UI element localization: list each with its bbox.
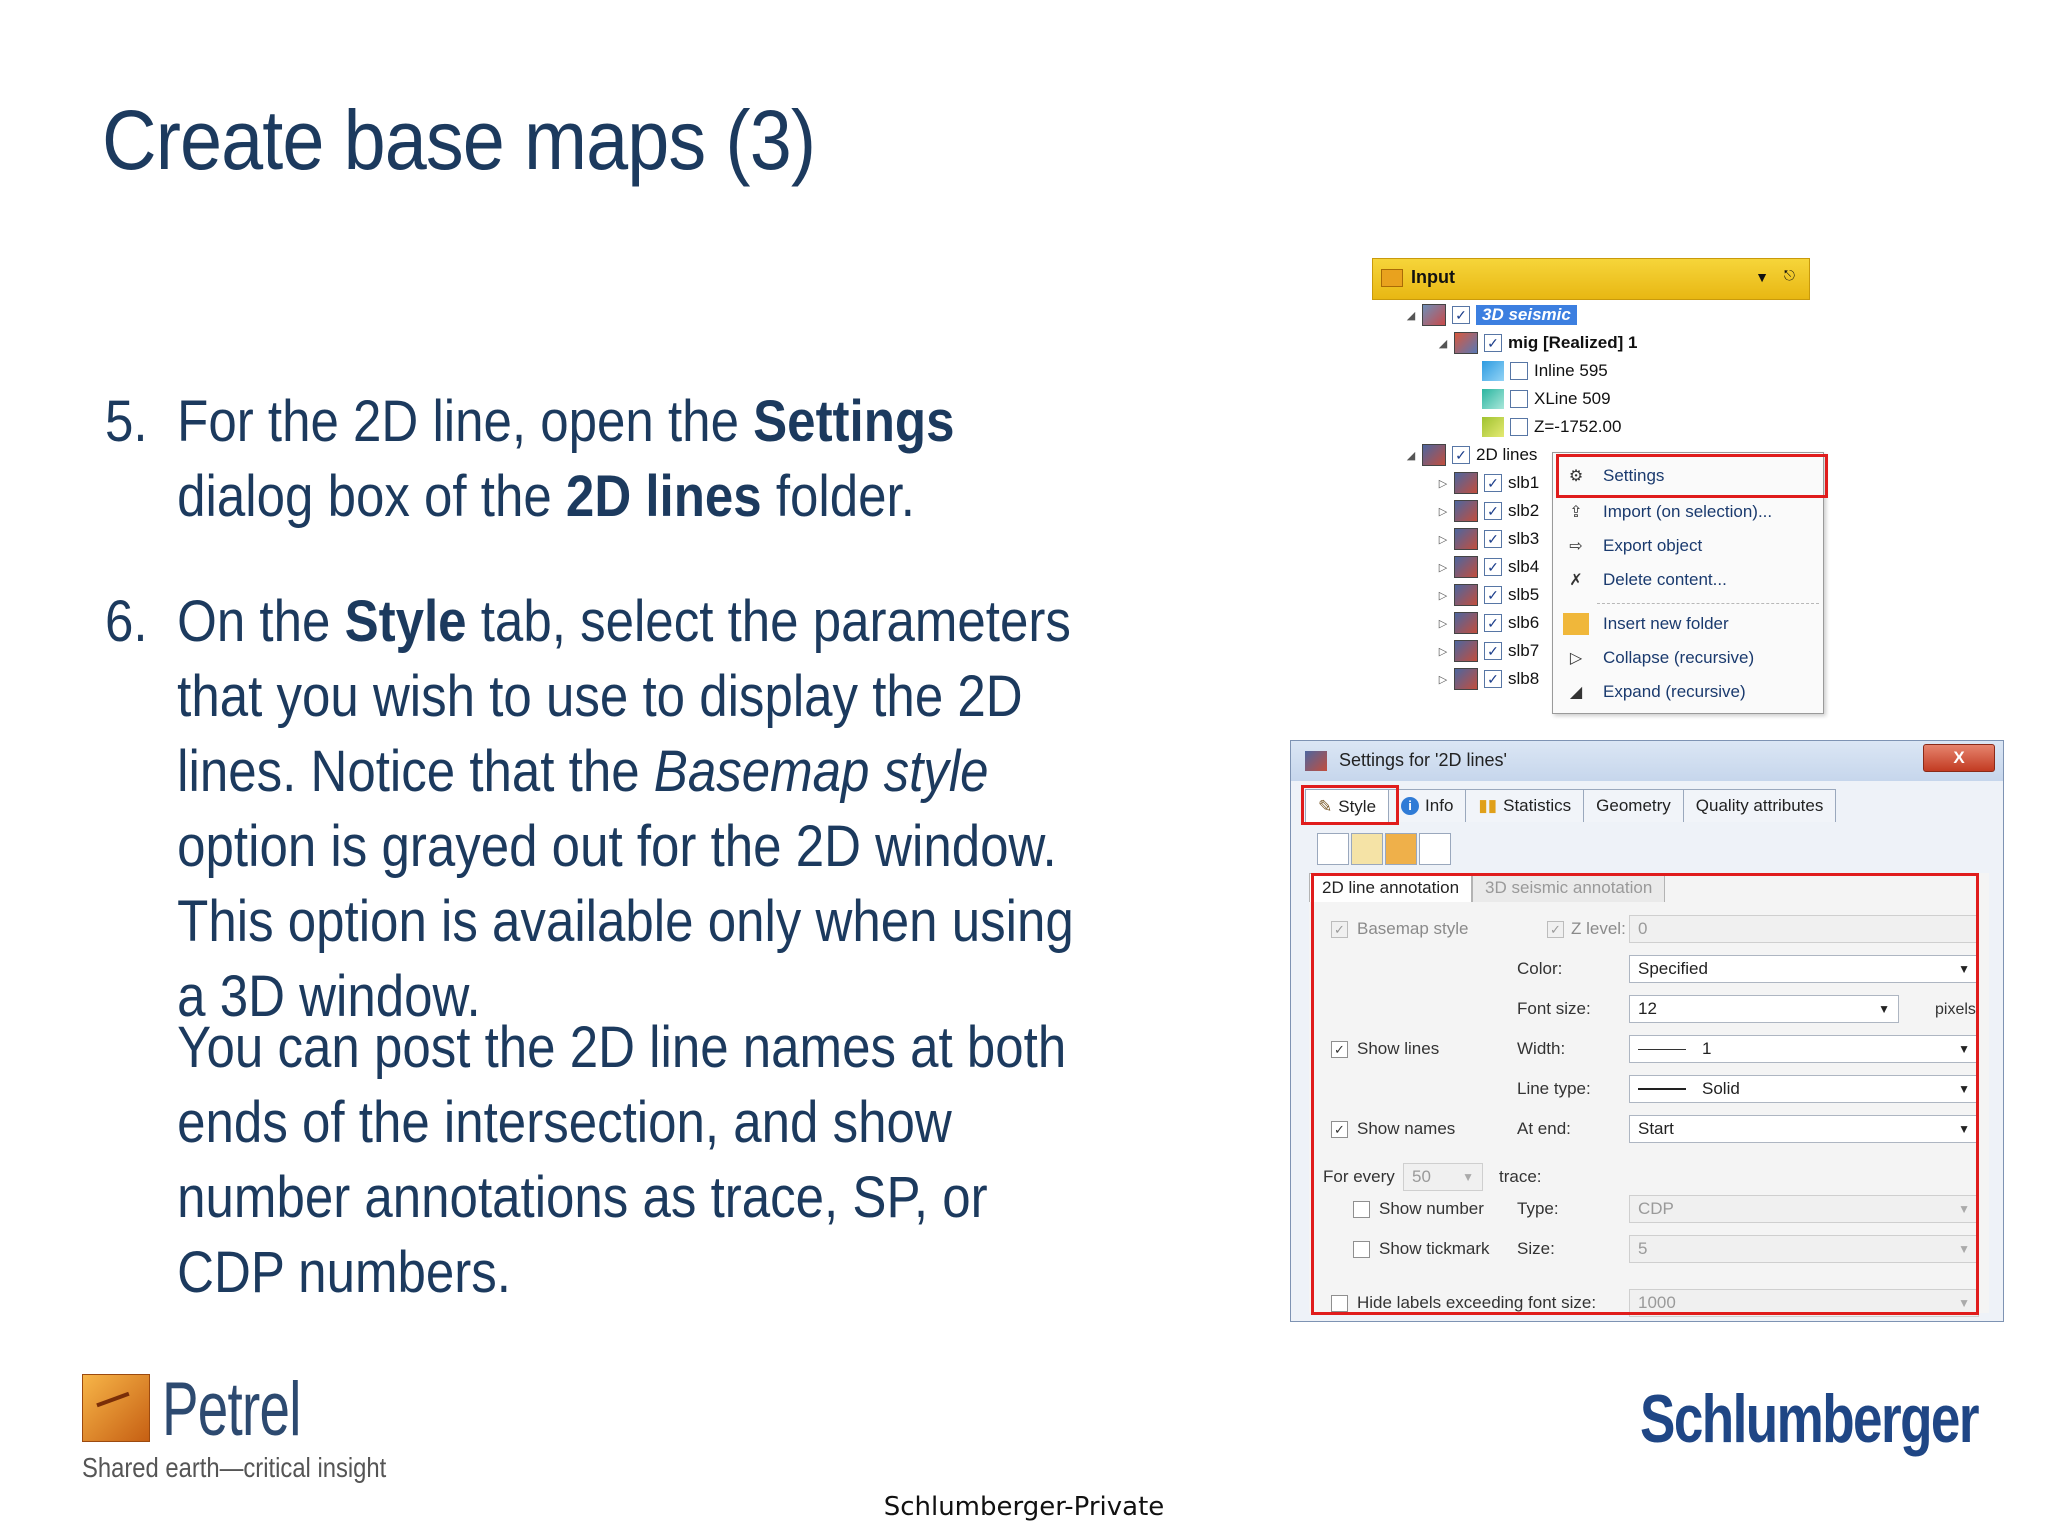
trace-label: trace: (1499, 1167, 1542, 1186)
statistics-icon: ▮▮ (1478, 796, 1498, 815)
menu-item-import[interactable] (1553, 497, 1823, 527)
tree-item-slb7[interactable] (1438, 638, 1539, 664)
menu-item-label: Insert new folder (1603, 614, 1729, 633)
chevron-down-icon: ▼ (1958, 1042, 1970, 1056)
schlumberger-logo: Schlumberger (1640, 1381, 1978, 1457)
step-5-number: 5. (105, 389, 148, 454)
collapsed-triangle-icon[interactable]: ▷ (1438, 561, 1448, 574)
step-6-bold-style: Style (344, 589, 467, 654)
close-button[interactable]: X (1923, 744, 1995, 772)
tree-label: slb7 (1508, 641, 1540, 660)
menu-item-insert-folder[interactable] (1553, 609, 1823, 639)
chevron-down-icon: ▼ (1958, 1082, 1970, 1096)
show-lines-checkbox[interactable]: ✓ (1331, 1041, 1348, 1058)
2d-line-icon (1454, 612, 1478, 634)
edit-style-button[interactable] (1419, 833, 1451, 865)
tab-label: Geometry (1596, 796, 1671, 815)
new-style-button[interactable] (1317, 833, 1349, 865)
step-6-italic-basemap-style: Basemap style (653, 739, 989, 804)
export-icon: ⇨ (1569, 538, 1583, 555)
2d-lines-folder-icon (1422, 444, 1446, 466)
tree-item-slb3[interactable] (1438, 526, 1539, 552)
step-6-text-b: tab, select the parameters that you wish to use to display the 2D lines. Notice that the (177, 589, 1071, 804)
show-names-label: Show names (1357, 1119, 1456, 1138)
collapsed-triangle-icon[interactable]: ▷ (1438, 505, 1448, 518)
tree-item-3d-seismic[interactable] (1406, 302, 1577, 328)
tree-item-2d-lines[interactable] (1406, 442, 1537, 468)
z-level-checkbox[interactable]: ✓ (1547, 921, 1564, 938)
menu-item-label: Delete content... (1603, 570, 1727, 589)
2d-line-icon (1454, 584, 1478, 606)
menu-item-label: Expand (recursive) (1603, 682, 1746, 701)
petrel-wordmark: Petrel (162, 1367, 301, 1452)
style-tab-highlight-box (1301, 785, 1399, 825)
show-lines-label: Show lines (1357, 1039, 1440, 1058)
type-value: CDP (1638, 1199, 1674, 1218)
menu-item-expand[interactable] (1553, 677, 1823, 707)
menu-item-label: Collapse (recursive) (1603, 648, 1755, 667)
tab-label: Info (1425, 796, 1454, 815)
chevron-down-icon: ▼ (1958, 1296, 1970, 1310)
hide-labels-label: Hide labels exceeding font size: (1357, 1293, 1597, 1312)
settings-highlight-box (1556, 454, 1828, 498)
collapsed-triangle-icon[interactable]: ▷ (1438, 645, 1448, 658)
type-label: Type: (1517, 1199, 1559, 1218)
seismic-folder-icon (1422, 304, 1446, 326)
menu-item-label: Settings (1603, 466, 1665, 485)
tree-item-z[interactable] (1482, 414, 1621, 440)
pin-icon[interactable]: ⎋ (1783, 267, 1795, 283)
footer-classification: Schlumberger-Private (883, 1492, 1165, 1522)
tree-label: slb3 (1508, 529, 1540, 548)
color-value: Specified (1638, 959, 1708, 978)
tree-label: Inline 595 (1534, 361, 1608, 380)
show-tickmark-label: Show tickmark (1379, 1239, 1490, 1258)
checkbox[interactable]: ✓ (1484, 642, 1502, 660)
collapse-icon: ▷ (1569, 650, 1583, 667)
folder-style-button[interactable] (1385, 833, 1417, 865)
width-label: Width: (1517, 1039, 1566, 1058)
checkbox[interactable]: ✓ (1484, 530, 1502, 548)
2d-line-icon (1454, 500, 1478, 522)
font-size-value: 12 (1638, 999, 1657, 1018)
checkbox[interactable]: ✓ (1484, 474, 1502, 492)
hide-labels-value: 1000 (1638, 1293, 1676, 1312)
tree-item-slb4[interactable] (1438, 554, 1539, 580)
checkbox[interactable]: ✓ (1452, 446, 1470, 464)
tree-label: Z=-1752.00 (1534, 417, 1622, 436)
tree-item-xline[interactable] (1482, 386, 1611, 412)
copy-style-button[interactable] (1351, 833, 1383, 865)
tree-label: 2D lines (1476, 445, 1538, 464)
tree-label: XLine 509 (1534, 389, 1611, 408)
collapsed-triangle-icon[interactable]: ▷ (1438, 617, 1448, 630)
checkbox[interactable] (1510, 390, 1528, 408)
basemap-style-checkbox[interactable]: ✓ (1331, 921, 1348, 938)
z-level-label: Z level: (1571, 919, 1626, 938)
chevron-down-icon: ▼ (1878, 1002, 1890, 1016)
show-number-label: Show number (1379, 1199, 1484, 1218)
chevron-down-icon: ▼ (1958, 1242, 1970, 1256)
size-label: Size: (1517, 1239, 1555, 1258)
at-end-label: At end: (1517, 1119, 1571, 1138)
tab-info[interactable] (1388, 789, 1466, 822)
step-6-number: 6. (105, 589, 148, 654)
chevron-down-icon: ▼ (1462, 1170, 1474, 1184)
expand-triangle-icon[interactable]: ◢ (1406, 449, 1416, 462)
tree-item-slb6[interactable] (1438, 610, 1539, 636)
collapsed-triangle-icon[interactable]: ▷ (1438, 673, 1448, 686)
folder-icon (1381, 269, 1403, 287)
step-5-bold-2d-lines: 2D lines (565, 464, 762, 529)
expand-icon: ◢ (1569, 684, 1583, 701)
checkbox[interactable] (1510, 362, 1528, 380)
font-size-label: Font size: (1517, 999, 1591, 1018)
collapsed-triangle-icon[interactable]: ▷ (1438, 589, 1448, 602)
tab-label: Statistics (1503, 796, 1572, 815)
checkbox[interactable]: ✓ (1484, 558, 1502, 576)
tree-label: slb1 (1508, 473, 1540, 492)
xline-icon (1482, 389, 1504, 409)
tree-label: 3D seismic (1476, 305, 1577, 325)
tree-label: mig [Realized] 1 (1508, 333, 1638, 352)
at-end-value: Start (1638, 1119, 1674, 1138)
tree-label: slb5 (1508, 585, 1540, 604)
tree-item-inline[interactable] (1482, 358, 1608, 384)
z-slice-icon (1482, 417, 1504, 437)
tab-label: Style (1338, 797, 1377, 816)
slide-title: Create base maps (3) (102, 93, 816, 187)
color-label: Color: (1517, 959, 1563, 978)
dialog-titlebar (1291, 741, 2003, 781)
2d-line-icon (1454, 640, 1478, 662)
2d-line-icon (1454, 668, 1478, 690)
import-icon: ⇪ (1569, 504, 1583, 521)
2d-line-icon (1454, 556, 1478, 578)
for-every-value: 50 (1412, 1167, 1431, 1186)
tree-label: slb2 (1508, 501, 1540, 520)
chevron-down-icon: ▼ (1958, 962, 1970, 976)
2d-lines-folder-icon (1305, 751, 1327, 771)
tree-label: slb6 (1508, 613, 1540, 632)
basemap-style-label: Basemap style (1357, 919, 1469, 938)
note-text: You can post the 2D line names at both ends of the intersection, and show number annotations as trace, SP, or CDP numbers. (177, 1015, 1067, 1305)
tree-item-slb2[interactable] (1438, 498, 1539, 524)
checkbox[interactable]: ✓ (1484, 502, 1502, 520)
tree-label: slb4 (1508, 557, 1540, 576)
step-5-text-a: For the 2D line, open the (177, 389, 754, 454)
input-panel-title: Input (1411, 267, 1455, 287)
tree-item-slb8[interactable] (1438, 666, 1539, 692)
menu-item-label: Export object (1603, 536, 1703, 555)
checkbox[interactable]: ✓ (1484, 614, 1502, 632)
step-5-bold-settings: Settings (753, 389, 955, 454)
tree-item-mig[interactable] (1438, 330, 1637, 356)
checkbox[interactable] (1510, 418, 1528, 436)
collapsed-triangle-icon[interactable]: ▷ (1438, 533, 1448, 546)
step-5 (105, 384, 1082, 534)
collapsed-triangle-icon[interactable]: ▷ (1438, 477, 1448, 490)
line-type-label: Line type: (1517, 1079, 1591, 1098)
z-level-value: 0 (1638, 919, 1648, 938)
tree-item-slb5[interactable] (1438, 582, 1539, 608)
menu-item-collapse[interactable] (1553, 643, 1823, 673)
petrel-tagline: Shared earth—critical insight (82, 1452, 387, 1483)
tree-label: slb8 (1508, 669, 1540, 688)
step-6-text-c: option is grayed out for the 2D window. This option is available only when using a 3D window. (177, 814, 1074, 1029)
checkbox[interactable]: ✓ (1452, 306, 1470, 324)
size-value: 5 (1638, 1239, 1648, 1258)
2d-line-icon (1454, 472, 1478, 494)
checkbox[interactable]: ✓ (1484, 334, 1502, 352)
petrel-logo-icon (82, 1374, 150, 1442)
step-5-text-c: folder. (761, 464, 915, 529)
expand-triangle-icon[interactable]: ◢ (1438, 337, 1448, 350)
folder-icon (1563, 613, 1589, 635)
tree-item-slb1[interactable] (1438, 470, 1539, 496)
expand-triangle-icon[interactable]: ◢ (1406, 309, 1416, 322)
inline-icon (1482, 361, 1504, 381)
settings-dialog (1290, 740, 2004, 1322)
info-icon: i (1401, 797, 1419, 815)
step-5-text-b: dialog box of the (177, 464, 566, 529)
chevron-down-icon[interactable]: ▼ (1755, 269, 1769, 285)
seismic-cube-icon (1454, 332, 1478, 354)
chevron-down-icon: ▼ (1958, 1122, 1970, 1136)
width-value: 1 (1702, 1039, 1712, 1058)
tab-label: Quality attributes (1695, 796, 1824, 815)
step-6 (105, 584, 1082, 1034)
note-paragraph (105, 1010, 1082, 1310)
for-every-label: For every (1323, 1167, 1395, 1186)
delete-icon: ✗ (1569, 572, 1583, 589)
annotation-highlight-box (1311, 873, 1979, 1315)
tab-quality-attributes[interactable] (1683, 789, 1837, 822)
checkbox[interactable]: ✓ (1484, 586, 1502, 604)
chevron-down-icon: ▼ (1958, 1202, 1970, 1216)
2d-line-icon (1454, 528, 1478, 550)
line-type-value: Solid (1702, 1079, 1740, 1098)
settings-icon: ⚙ (1568, 468, 1584, 485)
step-6-text-a: On the (177, 589, 345, 654)
font-unit-label: pixels (1935, 1001, 1976, 1018)
input-panel-header (1372, 258, 1810, 300)
menu-item-export[interactable] (1553, 531, 1823, 561)
brush-icon: ✎ (1318, 797, 1333, 816)
subtab-2d-line-annotation[interactable]: 2D line annotation (1309, 873, 1472, 902)
menu-separator (1597, 603, 1819, 604)
checkbox[interactable]: ✓ (1484, 670, 1502, 688)
menu-item-label: Import (on selection)... (1603, 502, 1773, 521)
dialog-title: Settings for '2D lines' (1339, 750, 1507, 770)
tab-statistics[interactable] (1465, 789, 1584, 822)
menu-item-delete-content[interactable] (1553, 565, 1823, 595)
show-names-checkbox[interactable]: ✓ (1331, 1121, 1348, 1138)
tab-geometry[interactable] (1583, 789, 1684, 822)
subtab-3d-seismic-annotation[interactable]: 3D seismic annotation (1472, 873, 1665, 902)
